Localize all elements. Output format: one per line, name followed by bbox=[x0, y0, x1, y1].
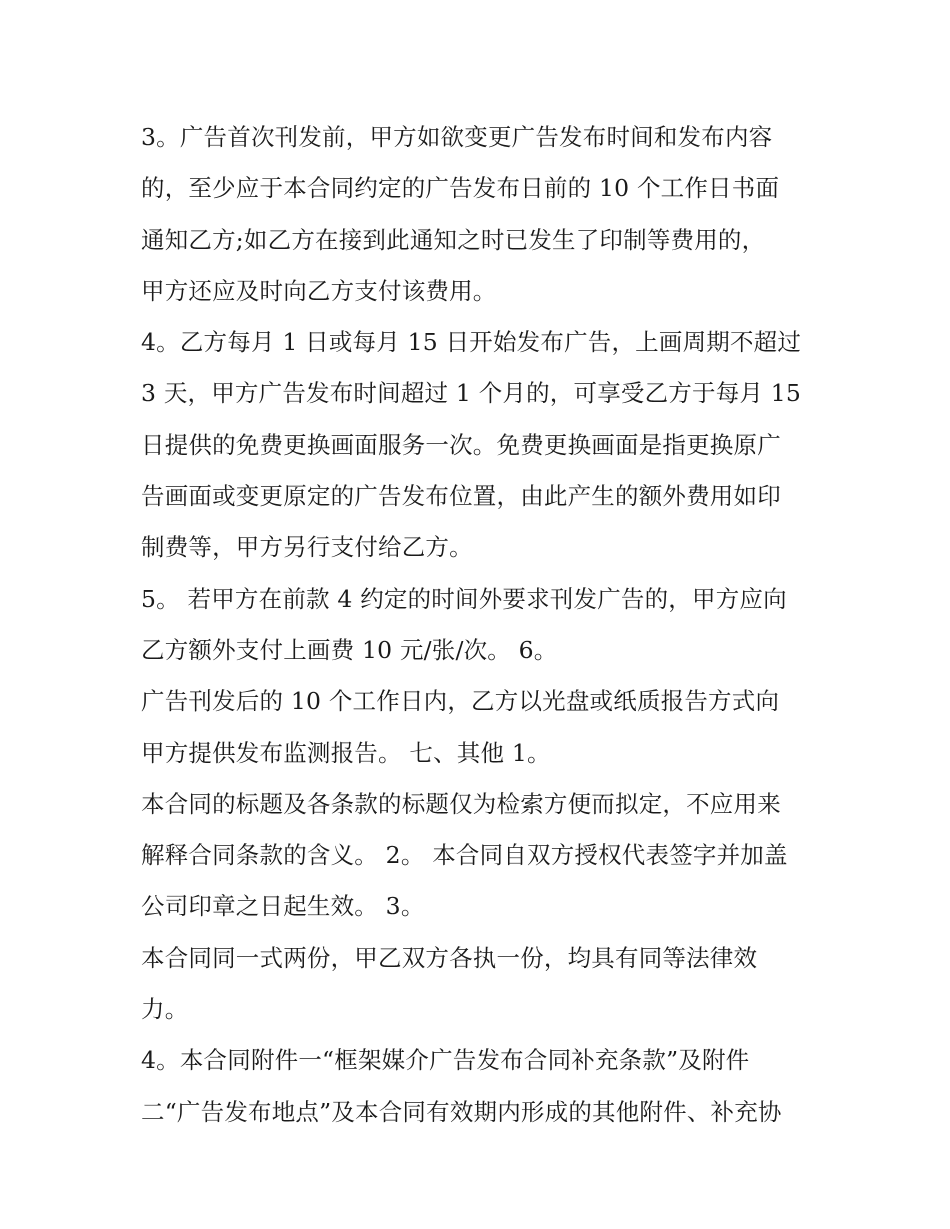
text-line: 公司印章之日起生效。 3。 bbox=[141, 892, 425, 921]
contract-text-body bbox=[141, 112, 821, 1138]
text-line: 告画面或变更原定的广告发布位置，由此产生的额外费用如印 bbox=[141, 482, 781, 511]
text-line: 本合同同一式两份，甲乙双方各执一份，均具有同等法律效 bbox=[141, 943, 758, 972]
text-line: 乙方额外支付上画费 10 元/张/次。 6。 bbox=[141, 635, 558, 664]
text-line: 二“广告发布地点”及本合同有效期内形成的其他附件、补充协 bbox=[141, 1097, 782, 1126]
text-line: 本合同的标题及各条款的标题仅为检索方便而拟定，不应用来 bbox=[141, 789, 781, 818]
text-line: 4。乙方每月 1 日或每月 15 日开始发布广告，上画周期不超过 bbox=[141, 328, 802, 357]
text-line: 甲方还应及时向乙方支付该费用。 bbox=[141, 276, 497, 305]
text-line: 解释合同条款的含义。 2。 本合同自双方授权代表签字并加盖 bbox=[141, 841, 788, 870]
text-line: 通知乙方;如乙方在接到此通知之时已发生了印制等费用的， bbox=[141, 225, 766, 254]
text-line: 制费等，甲方另行支付给乙方。 bbox=[141, 533, 473, 562]
text-line: 的，至少应于本合同约定的广告发布日前的 10 个工作日书面 bbox=[141, 174, 780, 203]
text-line: 3。广告首次刊发前，甲方如欲变更广告发布时间和发布内容 bbox=[141, 123, 773, 151]
text-line: 3 天，甲方广告发布时间超过 1 个月的，可享受乙方于每月 15 bbox=[141, 379, 802, 408]
text-line: 5。 若甲方在前款 4 约定的时间外要求刊发广告的，甲方应向 bbox=[141, 584, 787, 613]
text-line: 力。 bbox=[141, 995, 189, 1024]
text-line: 甲方提供发布监测报告。 七、其他 1。 bbox=[141, 738, 551, 767]
text-line: 日提供的免费更换画面服务一次。免费更换画面是指更换原广 bbox=[141, 430, 781, 459]
text-line: 广告刊发后的 10 个工作日内，乙方以光盘或纸质报告方式向 bbox=[141, 687, 780, 716]
text-line: 4。本合同附件一“框架媒介广告发布合同补充条款”及附件 bbox=[141, 1046, 750, 1075]
